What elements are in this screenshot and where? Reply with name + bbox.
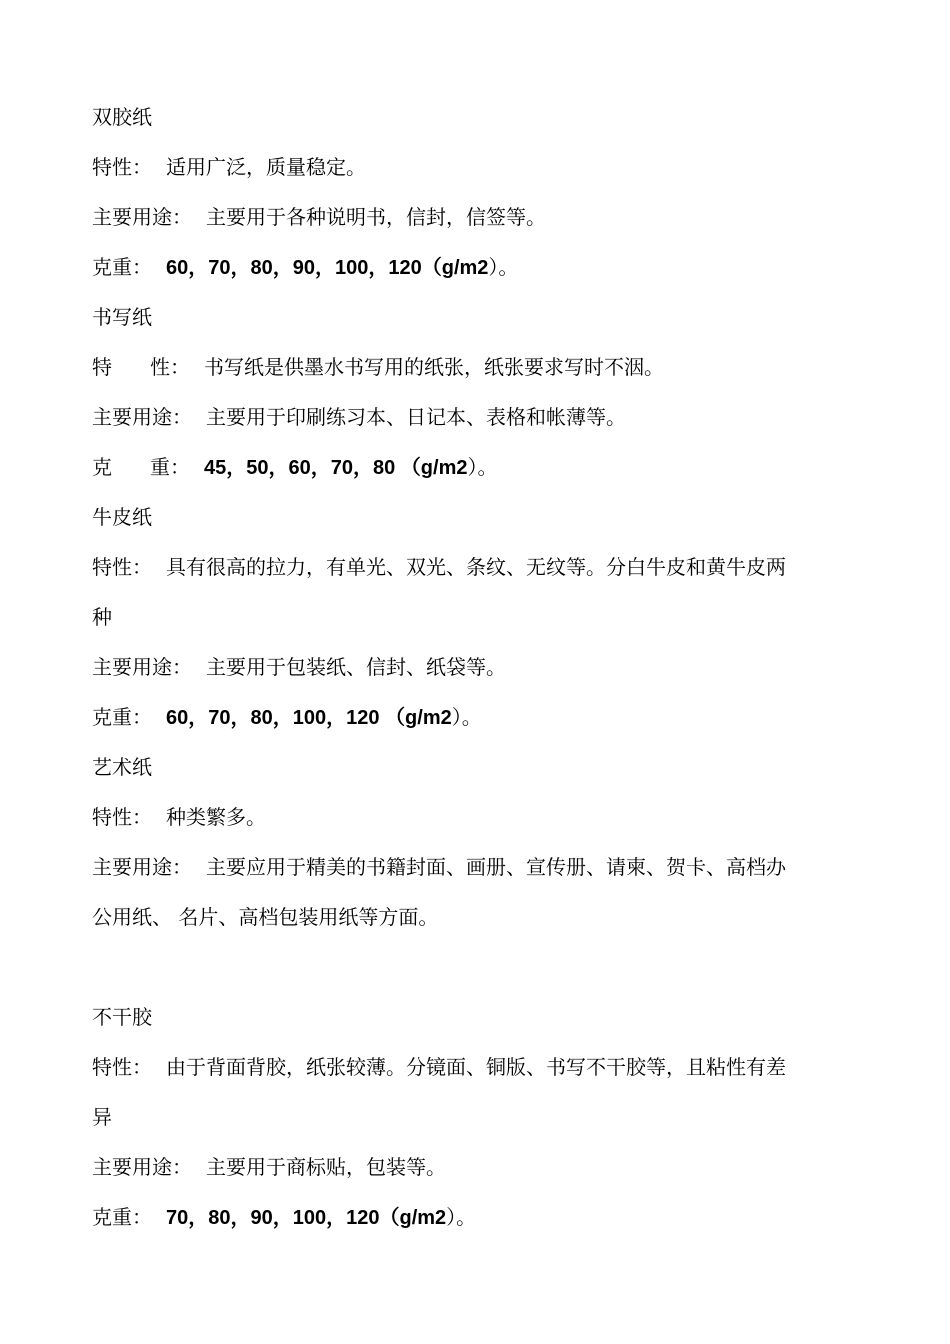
property-line	[92, 792, 872, 842]
property-text: 书写纸是供墨水书写用的纸张，纸张要求写时不洇。	[204, 355, 664, 379]
property-line-continued	[92, 592, 872, 642]
weight-values: 70，80，90，100，120（	[166, 1207, 400, 1229]
property-line	[92, 542, 872, 592]
usage-text: 主要用于包装纸、信封、纸袋等。	[206, 655, 506, 679]
weight-tail: ）。	[451, 705, 482, 729]
section-title-text: 书写纸	[92, 305, 152, 329]
property-line	[92, 1042, 872, 1092]
usage-text: 主要用于各种说明书，信封，信签等。	[206, 205, 546, 229]
section-title-text: 不干胶	[92, 1005, 152, 1029]
weight-unit: g/m2	[441, 257, 489, 279]
property-text-continued: 异	[92, 1105, 112, 1129]
weight-values: 60，70，80，90，100，120（	[166, 257, 442, 279]
usage-text: 主要用于商标贴，包装等。	[206, 1155, 446, 1179]
usage-line	[92, 642, 872, 692]
weight-label: 克重：	[92, 705, 152, 729]
weight-line	[92, 242, 872, 292]
section-title-text: 牛皮纸	[92, 505, 152, 529]
section-title	[92, 492, 872, 542]
weight-label-first: 克	[92, 455, 112, 479]
usage-label: 主要用途：	[92, 855, 192, 879]
weight-values: 45，50，60，70，80 （	[204, 457, 421, 479]
property-text: 具有很高的拉力，有单光、双光、条纹、无纹等。分白牛皮和黄牛皮两	[166, 555, 786, 579]
blank-line	[92, 942, 872, 992]
weight-unit: g/m2	[399, 1207, 447, 1229]
section-title-text: 双胶纸	[92, 105, 152, 129]
weight-label-second: 重：	[150, 455, 190, 479]
section-title	[92, 92, 872, 142]
usage-text: 主要用于印刷练习本、日记本、表格和帐薄等。	[206, 405, 626, 429]
usage-label: 主要用途：	[92, 205, 192, 229]
weight-values: 60，70，80，100，120 （	[166, 707, 406, 729]
weight-label: 克重：	[92, 255, 152, 279]
property-text-continued: 种	[92, 605, 112, 629]
usage-text-continued: 公用纸、 名片、高档包装用纸等方面。	[92, 905, 439, 929]
usage-text: 主要应用于精美的书籍封面、画册、宣传册、请柬、贺卡、高档办	[206, 855, 786, 879]
property-text: 由于背面背胶，纸张较薄。分镜面、铜版、书写不干胶等，且粘性有差	[166, 1055, 786, 1079]
weight-tail: ）。	[488, 255, 519, 279]
usage-label: 主要用途：	[92, 655, 192, 679]
property-text: 种类繁多。	[166, 805, 266, 829]
property-line	[92, 342, 872, 392]
usage-line	[92, 842, 872, 892]
document-body	[92, 92, 872, 1242]
weight-unit: g/m2	[420, 457, 468, 479]
section-title	[92, 992, 872, 1042]
weight-line	[92, 1192, 872, 1242]
usage-line	[92, 192, 872, 242]
usage-label: 主要用途：	[92, 405, 192, 429]
usage-line-continued	[92, 892, 872, 942]
property-text: 适用广泛，质量稳定。	[166, 155, 366, 179]
property-label: 特性：	[92, 1055, 152, 1079]
property-label-second: 性：	[150, 355, 190, 379]
weight-line	[92, 692, 872, 742]
property-label: 特性：	[92, 555, 152, 579]
section-title	[92, 292, 872, 342]
property-label-first: 特	[92, 355, 112, 379]
usage-line	[92, 1142, 872, 1192]
weight-line	[92, 442, 872, 492]
usage-label: 主要用途：	[92, 1155, 192, 1179]
property-label: 特性：	[92, 805, 152, 829]
usage-line	[92, 392, 872, 442]
weight-tail: ）。	[467, 455, 498, 479]
weight-unit: g/m2	[405, 707, 452, 729]
property-label: 特性：	[92, 155, 152, 179]
property-line-continued	[92, 1092, 872, 1142]
section-title-text: 艺术纸	[92, 755, 152, 779]
weight-tail: ）。	[446, 1205, 477, 1229]
weight-label: 克重：	[92, 1205, 152, 1229]
property-line	[92, 142, 872, 192]
section-title	[92, 742, 872, 792]
